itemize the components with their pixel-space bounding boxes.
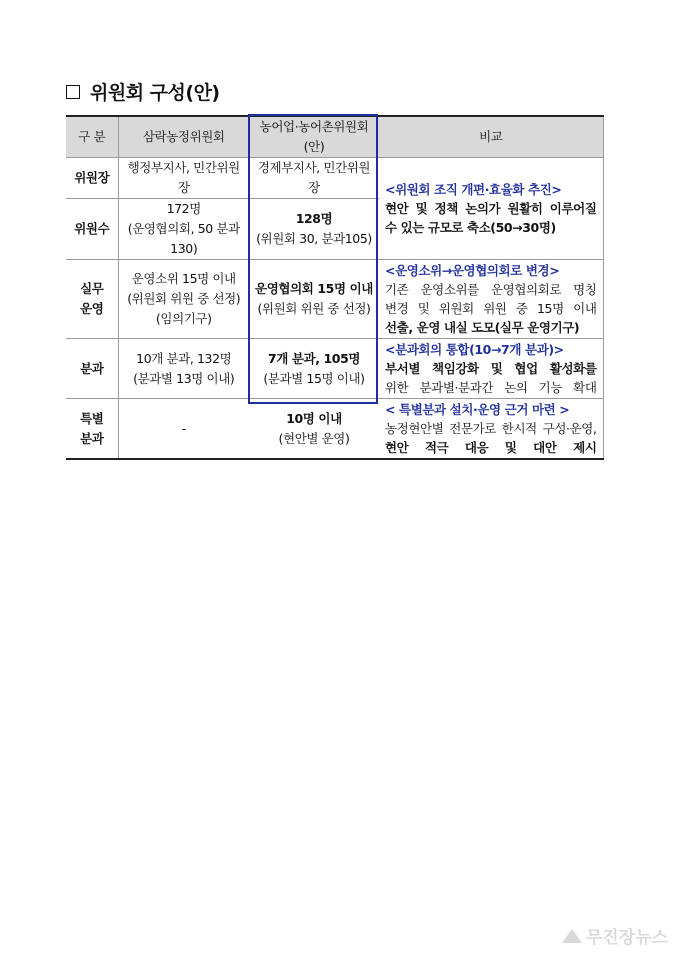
row-label: 실무 운영	[66, 260, 118, 339]
note-title: <분과회의 통합(10→7개 분과)>	[385, 342, 564, 357]
old-cell: 172명 (운영협의회, 50 분과130)	[118, 199, 249, 260]
table-row	[66, 399, 603, 460]
old-cell: 10개 분과, 132명 (분과별 13명 이내)	[118, 339, 249, 399]
watermark	[562, 923, 668, 948]
note-cell: <위원회 조직 개편·효율화 추진> 현안 및 정책 논의가 원활히 이루어질 수 있는 규모로 축소(50→30명)	[379, 158, 603, 260]
row-label: 분과	[66, 339, 118, 399]
new-cell: 7개 분과, 105명 (분과별 15명 이내)	[249, 339, 379, 399]
checkbox-square-icon	[66, 85, 80, 99]
header-samrak: 삼락농정위원회	[118, 116, 249, 158]
row-label: 특별 분과	[66, 399, 118, 460]
watermark-text: 무진장뉴스	[585, 928, 668, 948]
note-title: < 특별분과 설치·운영 근거 마련 >	[385, 402, 570, 417]
row-label: 위원장	[66, 158, 118, 199]
new-cell: 10명 이내 (현안별 운영)	[249, 399, 379, 460]
note-cell: <운영소위→운영협의회로 변경> 기존 운영소위를 운영협의회로 명칭 변경 및 위원회 위원 중 15명 이내 선출, 운영 내실 도모(실무 운영기구)	[379, 260, 603, 339]
new-cell: 운영협의회 15명 이내 (위원회 위원 중 선정)	[249, 260, 379, 339]
heading-text: 위원회 구성(안)	[90, 82, 220, 104]
table-row	[66, 260, 603, 339]
table-header-row	[66, 116, 603, 158]
committee-comparison-table	[66, 115, 604, 460]
header-new-committee: 농어업·농어촌위원회(안)	[249, 116, 379, 158]
old-cell: 행정부지사, 민간위원장	[118, 158, 249, 199]
row-label: 위원수	[66, 199, 118, 260]
note-cell: < 특별분과 설치·운영 근거 마련 > 농정현안별 전문가로 한시적 구성·운영, 현안 적극 대응 및 대안 제시	[379, 399, 603, 460]
old-cell: 운영소위 15명 이내 (위원회 위원 중 선정) (임의기구)	[118, 260, 249, 339]
note-title: <위원회 조직 개편·효율화 추진>	[385, 182, 562, 197]
mountain-logo-icon	[562, 929, 582, 943]
table-row	[66, 339, 603, 399]
section-heading	[66, 78, 220, 105]
header-category: 구 분	[66, 116, 118, 158]
note-title: <운영소위→운영협의회로 변경>	[385, 263, 560, 278]
old-cell: -	[118, 399, 249, 460]
new-cell: 경제부지사, 민간위원장	[249, 158, 379, 199]
table-row	[66, 158, 603, 199]
header-compare: 비교	[379, 116, 603, 158]
new-cell: 128명 (위원회 30, 분과105)	[249, 199, 379, 260]
note-cell: <분과회의 통합(10→7개 분과)> 부서별 책임강화 및 협업 활성화를 위한 분과별·분과간 논의 기능 확대	[379, 339, 603, 399]
